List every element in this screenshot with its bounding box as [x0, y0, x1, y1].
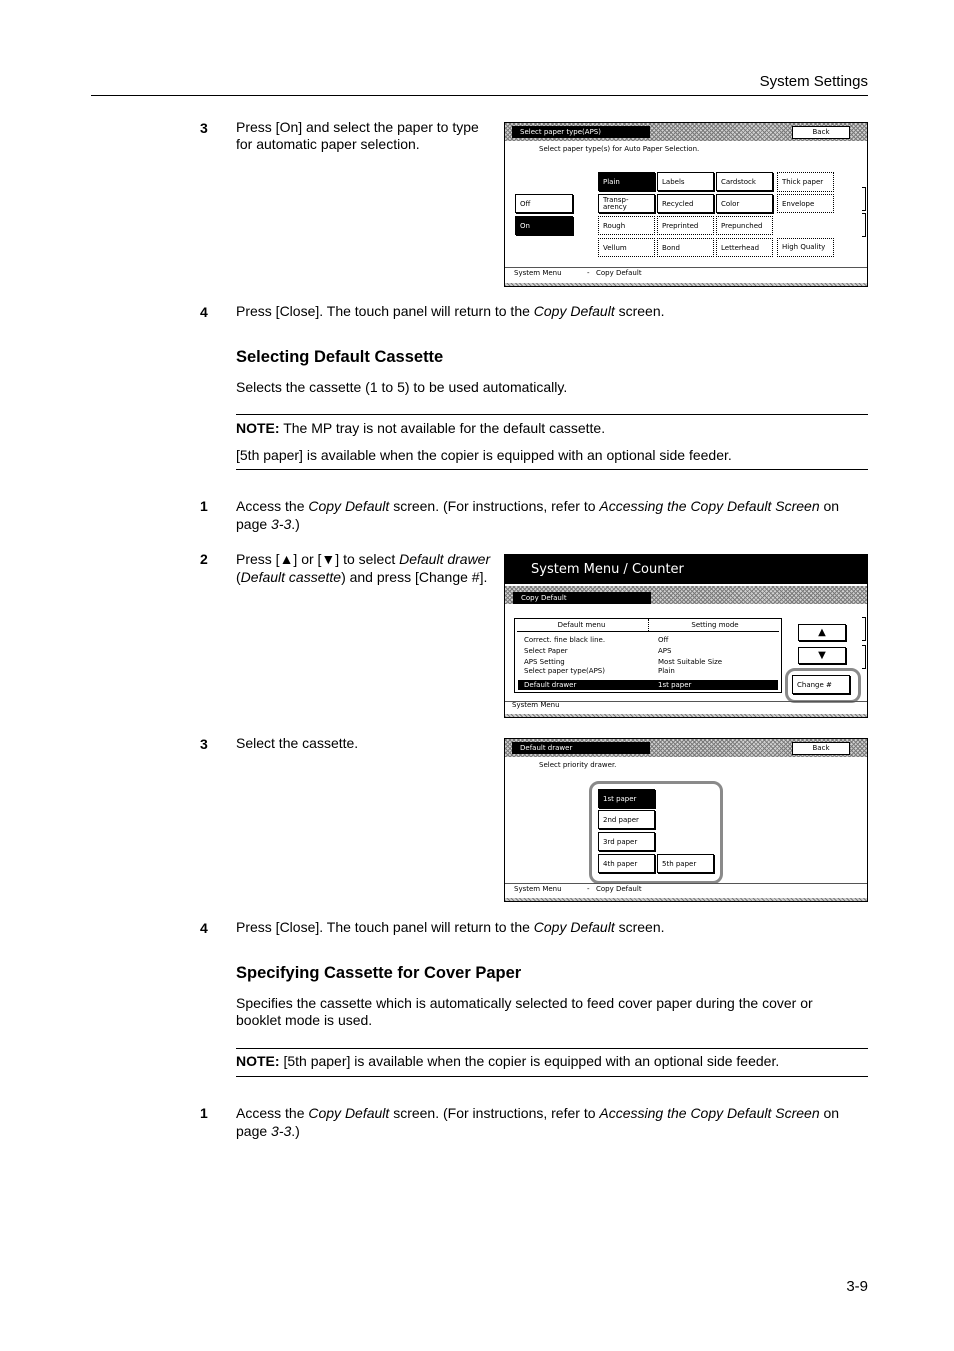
- drawer-5th-paper[interactable]: 5th paper: [657, 854, 714, 873]
- status-copy-default: Copy Default: [596, 269, 642, 277]
- back-button[interactable]: Back: [792, 742, 850, 755]
- drawer-1st-paper[interactable]: 1st paper: [598, 789, 655, 808]
- list-item[interactable]: Select Paper APS: [524, 647, 672, 655]
- paper-type-recycled[interactable]: Recycled: [657, 194, 714, 213]
- list-item[interactable]: Correct. fine black line. Off: [524, 636, 669, 644]
- side-tab: [862, 617, 866, 641]
- paper-type-preprinted[interactable]: Preprinted: [657, 216, 714, 235]
- section-title: Selecting Default Cassette: [236, 348, 444, 366]
- side-tab: [862, 213, 866, 237]
- paper-type-cardstock[interactable]: Cardstock: [716, 172, 773, 191]
- column-header-mode: Setting mode: [691, 621, 739, 629]
- step-number: 4: [200, 304, 208, 320]
- status-separator: -: [587, 885, 590, 893]
- step-number: 3: [200, 120, 208, 136]
- drawer-3rd-paper[interactable]: 3rd paper: [598, 832, 655, 851]
- paper-type-transparency[interactable]: Transp- arency: [598, 194, 655, 213]
- drawer-2nd-paper[interactable]: 2nd paper: [598, 810, 655, 829]
- screen-title: Default drawer: [512, 742, 650, 754]
- screen-title: Select paper type(APS): [512, 126, 650, 138]
- screen-instruction: Select priority drawer.: [539, 761, 617, 769]
- paper-type-color[interactable]: Color: [716, 194, 773, 213]
- screen-bottom-bar: [505, 898, 867, 901]
- list-item[interactable]: APS Setting Most Suitable Size: [524, 658, 723, 666]
- counter-screen: [504, 554, 868, 718]
- default-menu-list: [514, 618, 782, 693]
- note-rule-top: [236, 414, 868, 415]
- scroll-down-button[interactable]: ▼: [798, 647, 846, 664]
- paper-type-letterhead[interactable]: Letterhead: [716, 238, 773, 257]
- list-item[interactable]: Select paper type(APS) Plain: [524, 667, 675, 675]
- step-text: Press [▲] or [▼] to select Default drawer (Default cassette) and press [Change #].: [236, 551, 491, 585]
- status-system-menu: System Menu: [514, 885, 562, 893]
- note-rule-bottom: [236, 469, 868, 470]
- section-intro: Selects the cassette (1 to 5) to be used automatically.: [236, 379, 568, 395]
- on-button[interactable]: On: [515, 216, 573, 235]
- status-separator: -: [587, 269, 590, 277]
- off-button[interactable]: Off: [515, 194, 573, 213]
- step-number: 1: [200, 498, 208, 514]
- paper-type-plain[interactable]: Plain: [598, 172, 655, 191]
- side-tab: [862, 187, 866, 211]
- paper-type-labels[interactable]: Labels: [657, 172, 714, 191]
- paper-type-vellum[interactable]: Vellum: [598, 238, 655, 257]
- section-title: Specifying Cassette for Cover Paper: [236, 964, 522, 982]
- status-system-menu: System Menu: [514, 269, 562, 277]
- screen-bottom-bar: [505, 283, 867, 286]
- status-divider: [505, 267, 867, 268]
- note: NOTE: [5th paper] is available when the copier is equipped with an optional side feeder.: [236, 1053, 780, 1069]
- list-item-selected[interactable]: Default drawer 1st paper: [518, 680, 778, 690]
- step-text: Access the Copy Default screen. (For instructions, refer to Accessing the Copy Default Screen on page 3-3.): [236, 498, 840, 532]
- drawer-screen: [504, 738, 868, 902]
- drawer-4th-paper[interactable]: 4th paper: [598, 854, 655, 873]
- step-text: Press [On] and select the paper to type for automatic paper selection.: [236, 119, 479, 152]
- note: NOTE: The MP tray is not available for the default cassette.: [236, 420, 606, 436]
- change-number-button[interactable]: Change #: [792, 675, 850, 694]
- step-text: Press [Close]. The touch panel will return to the Copy Default screen.: [236, 919, 665, 935]
- paper-type-bond[interactable]: Bond: [657, 238, 714, 257]
- paper-type-prepunched[interactable]: Prepunched: [716, 216, 773, 235]
- scroll-up-button[interactable]: ▲: [798, 624, 846, 641]
- step-text: Select the cassette.: [236, 735, 359, 751]
- screen-bottom-bar: [505, 714, 867, 717]
- screen-instruction: Select paper type(s) for Auto Paper Selection.: [539, 145, 700, 153]
- paper-type-rough[interactable]: Rough: [598, 216, 655, 235]
- note-rule-top: [236, 1048, 868, 1049]
- status-system-menu: System Menu: [512, 701, 560, 709]
- paper-type-high-quality[interactable]: High Quality: [777, 238, 834, 257]
- aps-screen: [504, 122, 868, 287]
- page-number: 3-9: [846, 1278, 868, 1295]
- note-line-2: [5th paper] is available when the copier is equipped with an optional side feeder.: [236, 447, 732, 463]
- step-text: Press [Close]. The touch panel will return to the Copy Default screen.: [236, 303, 665, 319]
- header-rule: [91, 95, 868, 96]
- step-number: 4: [200, 920, 208, 936]
- screen-banner: System Menu / Counter: [505, 555, 867, 584]
- paper-type-envelope[interactable]: Envelope: [777, 194, 834, 213]
- step-text: Access the Copy Default screen. (For instructions, refer to Accessing the Copy Default Screen on page 3-3.): [236, 1105, 840, 1139]
- section-intro: Specifies the cassette which is automatically selected to feed cover paper during the cover or booklet mode is used.: [236, 995, 813, 1028]
- note-rule-bottom: [236, 1076, 868, 1077]
- step-number: 1: [200, 1105, 208, 1121]
- list-header-rule: [517, 631, 779, 632]
- tab-copy-default[interactable]: Copy Default: [513, 592, 651, 604]
- column-header-menu: Default menu: [515, 619, 649, 631]
- step-number: 3: [200, 736, 208, 752]
- step-number: 2: [200, 551, 208, 567]
- running-header: System Settings: [759, 73, 868, 90]
- status-copy-default: Copy Default: [596, 885, 642, 893]
- side-tab: [862, 645, 866, 669]
- paper-type-thick[interactable]: Thick paper: [777, 172, 834, 192]
- status-divider: [505, 883, 867, 884]
- back-button[interactable]: Back: [792, 126, 850, 139]
